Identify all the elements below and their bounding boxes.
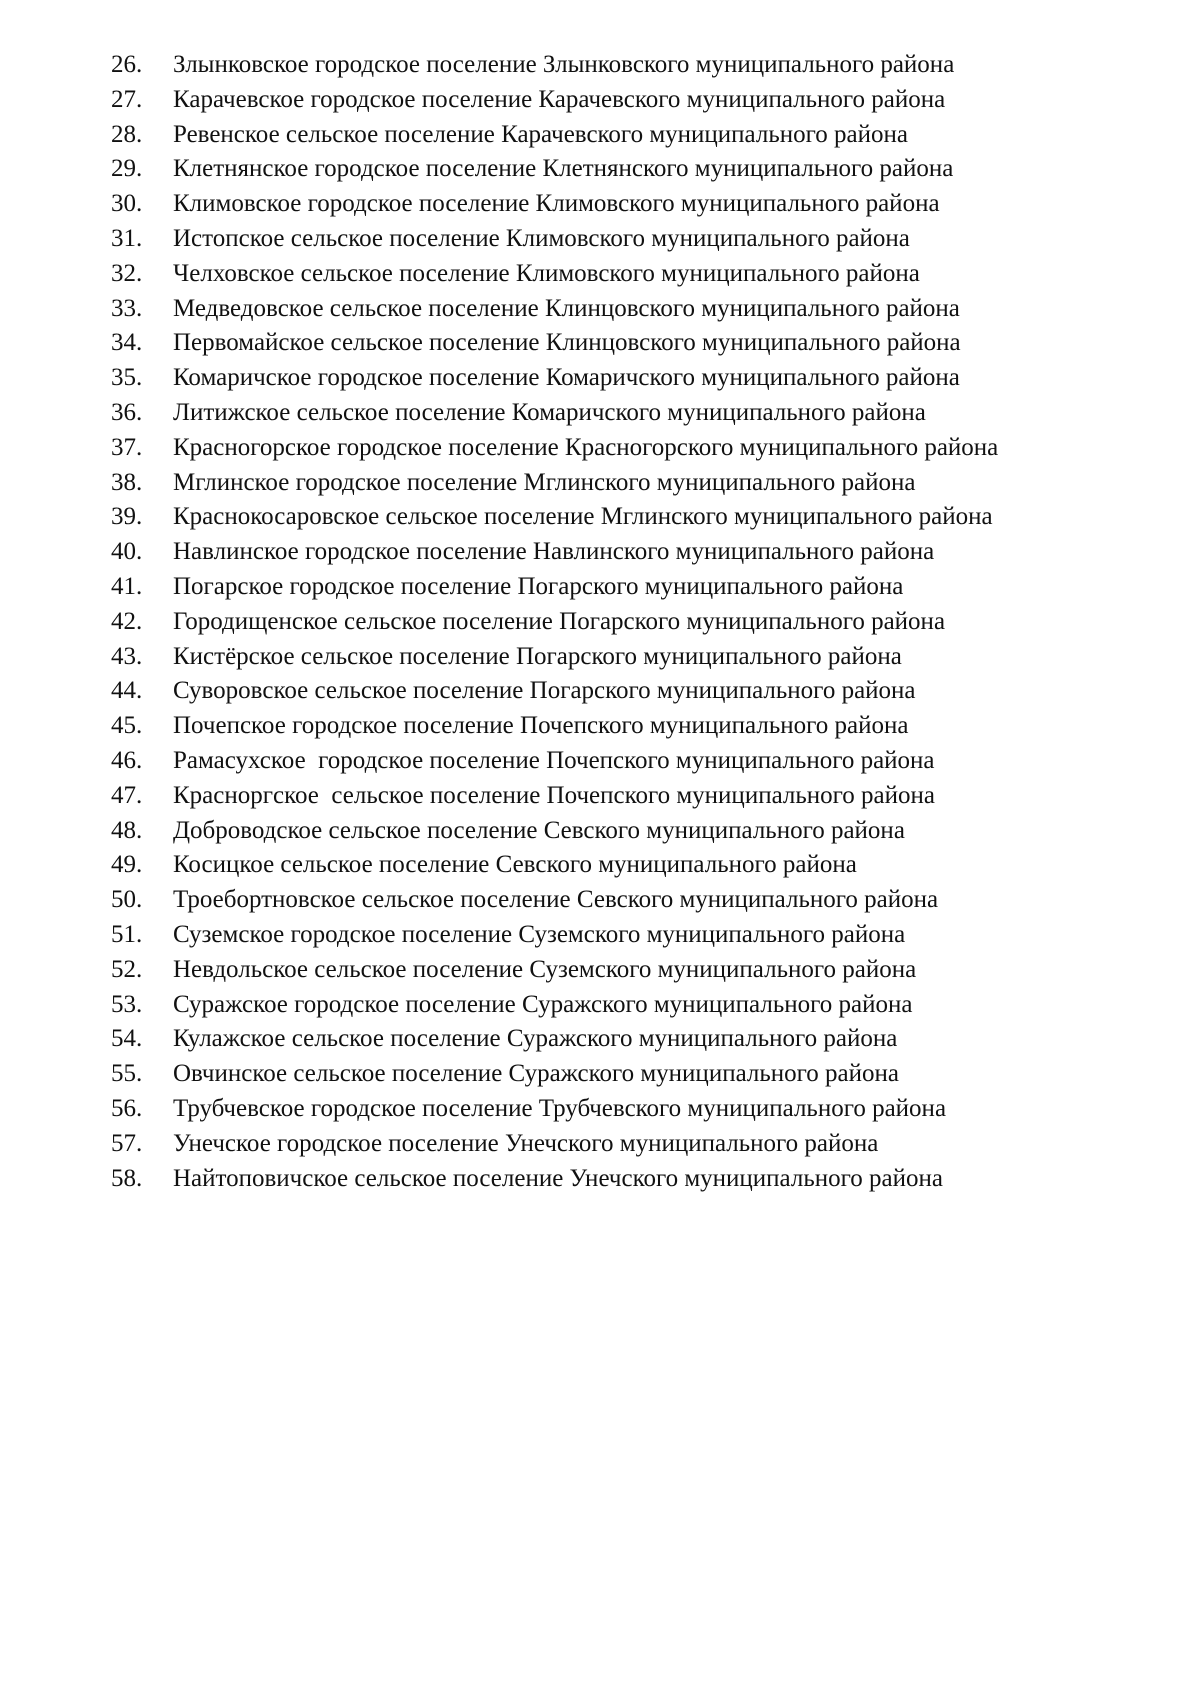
list-item-text: Косицкое сельское поселение Севского муниципального района [173,851,857,879]
list-item-text: Комаричское городское поселение Комаричского муниципального района [173,364,960,392]
list-item-text: Унечское городское поселение Унечского муниципального района [173,1129,879,1157]
list-item-number: 40. [111,538,143,566]
list-item-text: Кулажское сельское поселение Суражского муниципального района [173,1025,898,1053]
list-item [111,1022,998,1057]
list-item [111,292,998,327]
list-item-number: 33. [111,294,143,322]
list-item-text: Невдольское сельское поселение Суземского муниципального района [173,955,917,983]
list-item-text: Доброводское сельское поселение Севского муниципального района [173,816,905,844]
list-item [111,466,998,501]
list-item [111,1162,998,1197]
list-item [111,674,998,709]
list-item-text: Злынковское городское поселение Злынковского муниципального района [173,51,955,78]
list-item [111,640,998,675]
list-item [111,396,998,431]
list-item [111,257,998,292]
list-item [111,1092,998,1127]
list-item [111,883,998,918]
list-item-text: Литижское сельское поселение Комаричского муниципального района [173,398,926,426]
list-item [111,779,998,814]
list-item [111,326,998,361]
list-item-text: Овчинское сельское поселение Суражского муниципального района [173,1060,899,1088]
list-item-number: 31. [111,224,143,252]
list-item-number: 36. [111,398,143,426]
list-item-number: 34. [111,329,143,357]
list-item-number: 48. [111,816,143,844]
list-item [111,918,998,953]
list-item-text: Суземское городское поселение Суземского муниципального района [173,920,906,948]
list-item [111,814,998,849]
list-item [111,500,998,535]
list-item [111,222,998,257]
list-item-text: Краснокосаровское сельское поселение Мглинского муниципального района [173,503,993,531]
list-item-number: 39. [111,503,143,531]
list-item-number: 28. [111,120,143,148]
list-item-number: 51. [111,920,143,948]
list-item [111,431,998,466]
list-item-number: 43. [111,642,143,670]
list-item-number: 50. [111,886,143,914]
list-item-text: Челховское сельское поселение Климовского муниципального района [173,259,920,287]
list-item-number: 56. [111,1094,143,1122]
list-item [111,48,998,83]
list-item [111,988,998,1023]
list-item [111,953,998,988]
list-item-number: 45. [111,712,143,740]
list-item-text: Кистёрское сельское поселение Погарского муниципального района [173,642,902,670]
list-item-number: 27. [111,85,143,113]
list-item-text: Красноргское сельское поселение Почепского муниципального района [173,781,935,809]
list-item [111,570,998,605]
list-item [111,848,998,883]
list-item-text: Найтоповичское сельское поселение Унечского муниципального района [173,1164,943,1192]
list-item-number: 37. [111,433,143,461]
list-item [111,152,998,187]
list-item-text: Красногорское городское поселение Красногорского муниципального района [173,433,999,461]
list-item-number: 53. [111,990,143,1018]
list-item-number: 44. [111,677,143,705]
list-item-number: 42. [111,607,143,635]
list-item [111,361,998,396]
list-item-number: 55. [111,1060,143,1088]
list-item-number: 57. [111,1129,143,1157]
list-item [111,605,998,640]
list-item-text: Троебортновское сельское поселение Севского муниципального района [173,886,939,914]
list-item [111,187,998,222]
list-item-text: Климовское городское поселение Климовского муниципального района [173,190,940,218]
list-item-number: 30. [111,190,143,218]
list-item-number: 47. [111,781,143,809]
list-item [111,744,998,779]
list-item-text: Клетнянское городское поселение Клетнянского муниципального района [173,155,954,183]
list-item-number: 26. [111,51,143,78]
list-item-text: Мглинское городское поселение Мглинского муниципального района [173,468,916,496]
list-item-text: Медведовское сельское поселение Клинцовского муниципального района [173,294,960,322]
list-item-text: Ревенское сельское поселение Карачевского муниципального района [173,120,908,148]
list-item-text: Почепское городское поселение Почепского муниципального района [173,712,909,740]
list-item-text: Трубчевское городское поселение Трубчевского муниципального района [173,1094,947,1122]
list-item [111,83,998,118]
list-item-text: Погарское городское поселение Погарского муниципального района [173,572,904,600]
list-item-text: Рамасухское городское поселение Почепского муниципального района [173,746,935,774]
list-item-number: 52. [111,955,143,983]
list-item-text: Истопское сельское поселение Климовского муниципального района [173,224,910,252]
list-item [111,709,998,744]
list-item [111,1057,998,1092]
list-item-number: 54. [111,1025,143,1053]
list-item-number: 35. [111,364,143,392]
list-item-number: 49. [111,851,143,879]
list-item-number: 41. [111,572,143,600]
list-item-number: 38. [111,468,143,496]
settlement-list [111,48,998,1196]
list-item-text: Навлинское городское поселение Навлинского муниципального района [173,538,935,566]
list-item-number: 58. [111,1164,143,1192]
list-item-text: Городищенское сельское поселение Погарского муниципального района [173,607,946,635]
list-item-text: Суворовское сельское поселение Погарского муниципального района [173,677,916,705]
list-item [111,535,998,570]
list-item-number: 29. [111,155,143,183]
list-item-number: 32. [111,259,143,287]
list-item-text: Суражское городское поселение Суражского муниципального района [173,990,913,1018]
list-item [111,1127,998,1162]
list-item-text: Первомайское сельское поселение Клинцовского муниципального района [173,329,961,357]
list-item [111,118,998,153]
list-item-number: 46. [111,746,143,774]
list-item-text: Карачевское городское поселение Карачевского муниципального района [173,85,946,113]
